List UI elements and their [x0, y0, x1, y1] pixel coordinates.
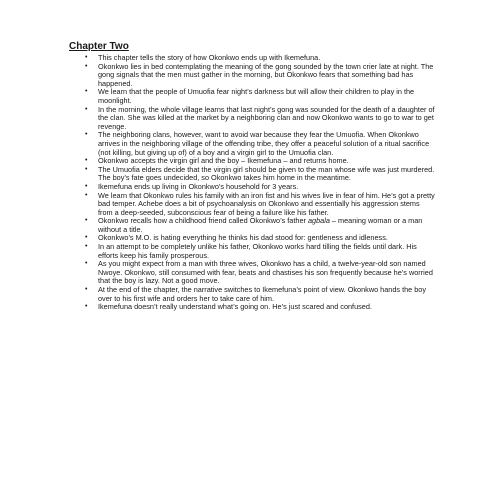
bullet-icon: • [85, 191, 88, 199]
list-item [80, 131, 435, 157]
list-item-text: Ikemefuna ends up living in Okonkwo’s household for 3 years. [98, 181, 299, 191]
list-item-text: This chapter tells the story of how Okonkwo ends up with Ikemefuna. [98, 53, 321, 62]
bullet-icon: • [85, 286, 88, 294]
list-item-text: Ikemefuna doesn’t really understand what’s going on. He’s just scared and confused. [98, 302, 372, 312]
list-item-text-after: – meaning woman or a man without a title. [98, 216, 423, 234]
bullet-icon: • [85, 62, 88, 70]
list-item-text: At the end of the chapter, the narrative switches to Ikemefuna’s point of view. Okonkwo hands the boy over to his first wife and orders her to take care of him. [98, 285, 427, 303]
bullet-icon: • [85, 234, 88, 242]
list-item-text: Okonkwo’s M.O. is hating everything he thinks his dad stood for: gentleness and idleness. [98, 233, 388, 243]
list-item [80, 88, 435, 105]
list-item [80, 217, 435, 234]
bullet-icon: • [85, 303, 88, 311]
bullet-icon: • [85, 131, 88, 139]
bullet-icon: • [85, 157, 88, 165]
list-item [80, 106, 435, 132]
bullet-icon: • [85, 182, 88, 190]
list-item [80, 63, 435, 89]
list-item [80, 243, 435, 260]
list-item-text: In an attempt to be completely unlike his father, Okonkwo works hard tilling the fields until dark. His efforts keep his family prosperous. [98, 242, 417, 260]
list-item [80, 286, 435, 303]
list-item-text: We learn that the people of Umuofia fear night’s darkness but will allow their children to play in the moonlight. [98, 87, 415, 105]
list-item-text: Okonkwo accepts the virgin girl and the boy – Ikemefuna – and returns home. [98, 156, 349, 166]
list-item-text: The neighboring clans, however, want to avoid war because they fear the Umuofia. When Okonkwo arrives in the neighboring village of the offending tribe, they offer a peaceful solution of a ritual sacrifice (not killing, but giving up of) of a boy and a virgin girl to the Umuofia clan. [98, 130, 430, 157]
bullet-icon: • [85, 217, 88, 225]
bullet-icon: • [85, 105, 88, 113]
bullet-icon: • [85, 88, 88, 96]
emphasized-term: agbala [307, 216, 330, 226]
list-item-text: Okonkwo lies in bed contemplating the meaning of the gong sounded by the town crier late at night. The gong signals that the men must gather in the morning, but Okonkwo fears that something bad has happened. [98, 61, 434, 88]
bullet-icon: • [85, 54, 88, 61]
list-item-text-before: Okonkwo recalls how a childhood friend called Okonkwo’s father [98, 216, 308, 226]
bullet-icon: • [85, 165, 88, 173]
bullet-icon: • [85, 243, 88, 251]
list-item-text: In the morning, the whole village learns that last night’s gong was sounded for the death of a daughter of the clan. She was killed at the market by a neighboring clan and now Okonkwo wants to go to war to get revenge. [98, 104, 435, 131]
list-item-text: The Umuofia elders decide that the virgin girl should be given to the man whose wife was just murdered. The boy’s fate goes undecided, so Okonkwo takes him home in the meantime. [98, 164, 435, 183]
list-item [80, 260, 435, 286]
list-item [80, 192, 435, 218]
chapter-summary-list [80, 54, 435, 312]
list-item-text [98, 216, 422, 234]
list-item-text: We learn that Okonkwo rules his family with an iron fist and his wives live in fear of him. He’s got a pretty bad temper. Achebe does a bit of psychoanalysis on Okonkwo and essentially his aggression stems from a deep-seeded, subconscious fear of being a failure like his father. [98, 190, 435, 217]
bullet-icon: • [85, 260, 88, 268]
list-item [80, 303, 435, 312]
list-item-text: As you might expect from a man with three wives, Okonkwo has a child, a twelve-year-old son named Nwoye. Okonkwo, still consumed with fear, beats and chastises his son frequently because he’s worried that the boy is lazy. Not a good move. [98, 259, 433, 286]
list-item [80, 166, 435, 183]
chapter-title: Chapter Two [69, 41, 129, 52]
